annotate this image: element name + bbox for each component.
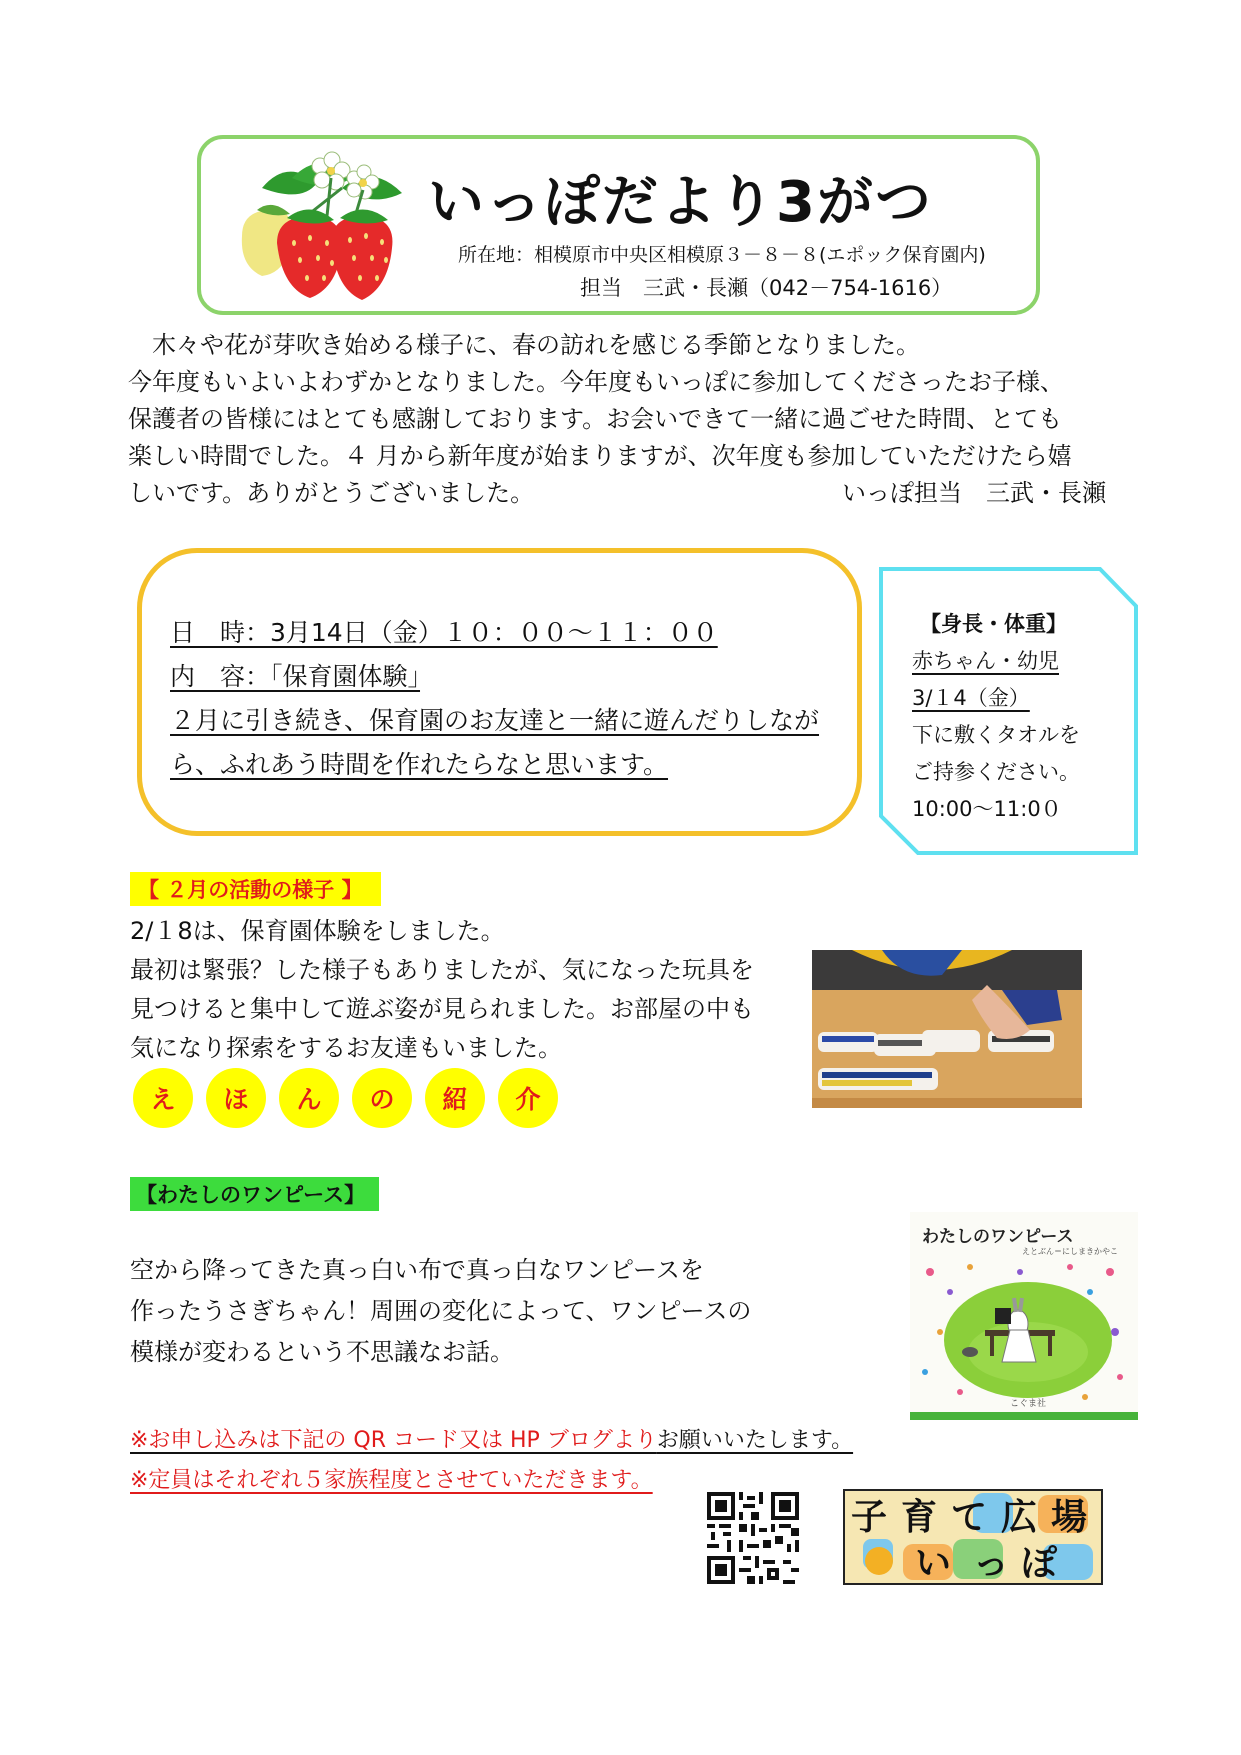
greeting-signature: いっぽ担当 三武・長瀬 — [842, 479, 1106, 507]
qr-code[interactable] — [707, 1492, 799, 1584]
logo-char: い — [915, 1543, 952, 1584]
capacity-note: ※定員はそれぞれ５家族程度とさせていただきます。 — [130, 1468, 653, 1493]
logo-char: て — [951, 1497, 988, 1538]
ehon-circle: ほ — [206, 1068, 266, 1128]
logo-char: 場 — [1051, 1497, 1088, 1538]
address-text: 所在地：相模原市中央区相模原３－８－８(エポック保育園内) — [458, 244, 986, 266]
contact-text: 担当 三武・長瀬（042－754-1616） — [580, 276, 953, 300]
greeting-line: しいです。ありがとうございました。 — [128, 479, 535, 507]
book-line: 模様が変わるという不思議なお話。 — [130, 1338, 514, 1366]
measurement-date: 3/１4（金） — [912, 686, 1030, 710]
ehon-circle: の — [352, 1068, 412, 1128]
logo-char: ぽ — [1021, 1543, 1058, 1584]
application-note — [130, 1423, 853, 1454]
activity-line: 2/１8は、保育園体験をしました。 — [130, 917, 505, 945]
event-description-line: ２月に引き続き、保育園のお友達と一緒に遊んだりしなが — [170, 706, 820, 735]
ehon-circle: え — [133, 1068, 193, 1128]
book-description — [130, 1250, 751, 1373]
ehon-circle: ん — [279, 1068, 339, 1128]
book-cover-author: えとぶん＝にしまきかやこ — [1022, 1247, 1118, 1256]
logo-char: 育 — [901, 1497, 938, 1538]
book-line: 空から降ってきた真っ白い布で真っ白なワンピースを — [130, 1256, 704, 1284]
greeting-line: 今年度もいよいよわずかとなりました。今年度もいっぽに参加してくださったお子様、 — [128, 368, 1064, 396]
measurement-time: 10:00～11:0０ — [912, 797, 1062, 821]
measurement-note: ご持参ください。 — [912, 760, 1080, 784]
ehon-circle: 介 — [498, 1068, 558, 1128]
application-note-red: ※お申し込みは下記の QR コード又は HP ブログより — [130, 1428, 657, 1453]
greeting-line: 木々や花が芽吹き始める様子に、春の訪れを感じる季節となりました。 — [152, 331, 920, 359]
kosodate-hiroba-ippo-logo — [843, 1489, 1103, 1585]
book-cover — [910, 1212, 1138, 1420]
event-content: 内 容：｢保育園体験｣ — [170, 662, 421, 691]
event-date: 日 時：3月14日（金）１０：００～１１：００ — [170, 618, 718, 647]
event-details — [170, 611, 819, 787]
activity-heading: 【 ２月の活動の様子 】 — [130, 872, 381, 906]
book-cover-title: わたしのワンピース — [922, 1227, 1074, 1247]
event-description-line: ら、ふれあう時間を作れたらなと思います。 — [170, 750, 669, 779]
activity-text — [130, 912, 754, 1068]
measurement-title: 【身長・体重】 — [920, 612, 1067, 636]
activity-line: 最初は緊張？した様子もありましたが、気になった玩具を — [130, 956, 754, 984]
book-cover-publisher: こぐま社 — [1010, 1399, 1047, 1409]
ehon-circles — [133, 1068, 558, 1128]
application-note-black: お願いいたします。 — [656, 1428, 854, 1453]
measurement-target: 赤ちゃん・幼児 — [912, 649, 1059, 673]
activity-photo — [812, 950, 1082, 1108]
activity-line: 見つけると集中して遊ぶ姿が見られました。お部屋の中も — [130, 995, 754, 1023]
measurement-note: 下に敷くタオルを — [912, 723, 1080, 747]
strawberry-illustration — [232, 148, 418, 306]
page-title: いっぽだより3がつ — [428, 170, 933, 235]
book-line: 作ったうさぎちゃん！周囲の変化によって、ワンピースの — [130, 1297, 752, 1325]
logo-char: 子 — [851, 1497, 888, 1538]
activity-line: 気になり探索をするお友達もいました。 — [130, 1034, 562, 1062]
ehon-circle: 紹 — [425, 1068, 485, 1128]
greeting-line: 保護者の皆様にはとても感謝しております。お会いできて一緒に過ごせた時間、とても — [128, 405, 1063, 433]
book-heading: 【わたしのワンピース】 — [130, 1177, 379, 1211]
greeting-paragraph — [128, 327, 1118, 512]
logo-char: っ — [973, 1543, 1010, 1584]
logo-char: 広 — [1001, 1497, 1038, 1538]
greeting-line: 楽しい時間でした。４ 月から新年度が始まりますが、次年度も参加していただけたら嬉 — [128, 442, 1072, 470]
measurement-info — [912, 606, 1080, 828]
